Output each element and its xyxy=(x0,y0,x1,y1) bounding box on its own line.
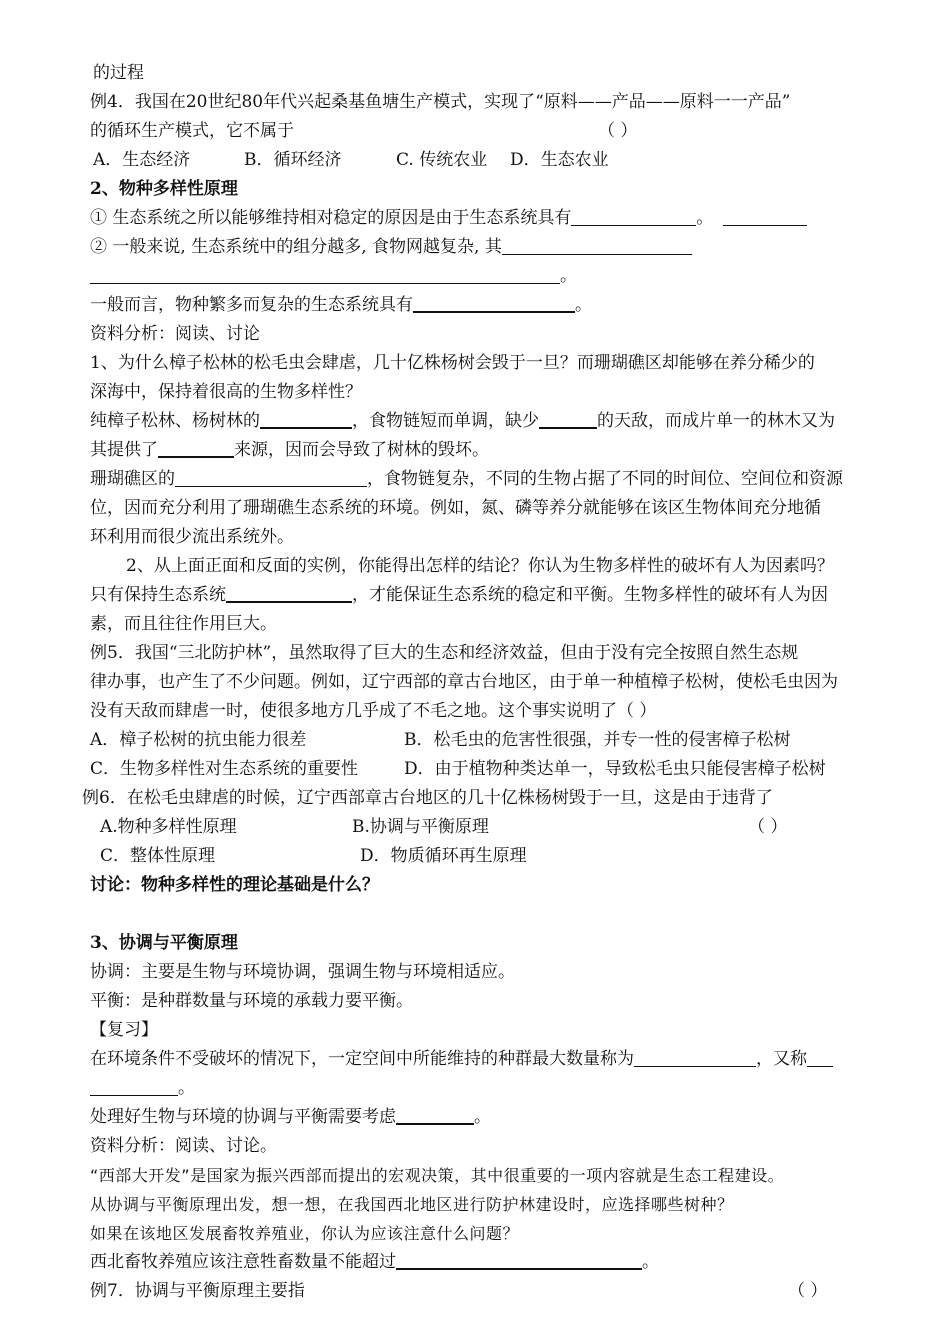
text: 协调：主要是生物与环境协调，强调生物与环境相适应。 xyxy=(90,962,515,982)
text-line xyxy=(90,697,656,726)
text-line xyxy=(90,262,577,291)
text-line xyxy=(90,436,489,465)
text: 1、为什么樟子松林的松毛虫会肆虐，几十亿株杨树会毁于一旦？而珊瑚礁区却能够在养分稀少的 xyxy=(90,353,815,373)
text-line xyxy=(90,523,294,552)
text: （ ） xyxy=(598,121,638,141)
text: A.物种多样性原理 xyxy=(100,817,237,837)
text-line xyxy=(90,1132,277,1161)
text: ② 一般来说, 生态系统中的组分越多, 食物网越复杂, 其 xyxy=(90,237,502,257)
text: （ ） xyxy=(788,1281,828,1301)
text: 从协调与平衡原理出发，想一想，在我国西北地区进行防护林建设时，应选择哪些树种？ xyxy=(90,1195,734,1214)
text: 只有保持生态系统 xyxy=(90,585,226,605)
text-line xyxy=(90,291,592,320)
blank xyxy=(571,207,696,226)
blank xyxy=(396,1105,474,1125)
text: B．循环经济 xyxy=(244,150,342,170)
text: 。 xyxy=(642,1252,659,1272)
text: D．生态农业 xyxy=(510,150,609,170)
text: 资料分析：阅读、讨论。 xyxy=(90,1136,277,1156)
text: ① 生态系统之所以能够维持相对稳定的原因是由于生态系统具有 xyxy=(90,208,572,228)
blank xyxy=(175,468,367,487)
option-d xyxy=(510,146,609,175)
text: B.协调与平衡原理 xyxy=(352,817,489,837)
example-4-question xyxy=(90,88,790,117)
text-line xyxy=(90,581,828,610)
option-a xyxy=(100,813,237,842)
text: “西部大开发”是国家为振兴西部而提出的宏观决策，其中很重要的一项内容就是生态工程建设。 xyxy=(90,1166,785,1185)
text: 资料分析：阅读、讨论 xyxy=(90,324,260,344)
text: 平衡：是种群数量与环境的承载力要平衡。 xyxy=(90,991,413,1011)
blank xyxy=(502,236,692,255)
text-line xyxy=(90,320,260,349)
text: 素，而且往往作用巨大。 xyxy=(90,614,277,634)
blank xyxy=(158,438,234,458)
text: D．物质循环再生原理 xyxy=(360,846,527,866)
text: 其提供了 xyxy=(90,440,158,460)
text: ，又称 xyxy=(756,1049,807,1069)
text-line xyxy=(90,407,835,436)
text: 的循环生产模式，它不属于 xyxy=(90,121,294,141)
review-heading xyxy=(90,1016,158,1045)
text: 环利用而很少流出系统外。 xyxy=(90,527,294,547)
text: 纯樟子松林、杨树林的 xyxy=(90,411,260,431)
text: 例7．协调与平衡原理主要指 xyxy=(90,1281,305,1301)
text: 。 xyxy=(696,208,714,228)
text-line xyxy=(90,610,277,639)
blank xyxy=(413,293,575,313)
text-line xyxy=(126,552,834,581)
blank xyxy=(226,583,352,603)
text: 。 xyxy=(474,1107,491,1127)
text-line xyxy=(90,987,413,1016)
text-line xyxy=(90,1103,491,1132)
text: 2、从上面正面和反面的实例，你能得出怎样的结论？你认为生物多样性的破坏有人为因素吗？ xyxy=(126,556,834,576)
option-b xyxy=(404,726,791,755)
text: 3、协调与平衡原理 xyxy=(90,933,238,953)
text: 讨论：物种多样性的理论基础是什么？ xyxy=(90,875,379,895)
text: 没有天敌而肆虐一时，使很多地方几乎成了不毛之地。这个事实说明了（ ） xyxy=(90,701,657,721)
text: 2、物种多样性原理 xyxy=(90,179,238,199)
text: 西北畜牧养殖应该注意牲畜数量不能超过 xyxy=(90,1252,396,1272)
example-6-question xyxy=(82,784,773,813)
option-c xyxy=(396,146,487,175)
option-b xyxy=(244,146,342,175)
text: B．松毛虫的危害性很强，并专一性的侵害樟子松树 xyxy=(404,730,791,750)
text: 律办事，也产生了不少问题。例如，辽宁西部的章古台地区，由于单一种植樟子松树，使松毛虫因为 xyxy=(90,672,838,692)
option-b xyxy=(352,813,489,842)
blank xyxy=(634,1048,756,1067)
text-line xyxy=(90,378,362,407)
text-line xyxy=(90,958,515,987)
text-line xyxy=(90,1248,659,1277)
option-d xyxy=(360,842,527,871)
section-heading-3 xyxy=(90,929,238,958)
option-a xyxy=(93,146,190,175)
text-line xyxy=(90,494,821,523)
text: 例5．我国“三北防护林”，虽然取得了巨大的生态和经济效益，但由于没有完全按照自然生态规 xyxy=(90,643,799,663)
text-line xyxy=(90,204,807,233)
text: 的过程 xyxy=(93,63,144,83)
text: ，才能保证生态系统的稳定和平衡。生物多样性的破坏有人为因 xyxy=(352,585,828,605)
text: 深海中，保持着很高的生物多样性？ xyxy=(90,382,362,402)
text: 位，因而充分利用了珊瑚礁生态系统的环境。例如，氮、磷等养分就能够在该区生物体间充分地循 xyxy=(90,498,821,518)
text: 例6．在松毛虫肆虐的时候，辽宁西部章古台地区的几十亿株杨树毁于一旦，这是由于违背了 xyxy=(82,788,773,808)
text: 处理好生物与环境的协调与平衡需要考虑 xyxy=(90,1107,396,1127)
text: ，食物链复杂，不同的生物占据了不同的时间位、空间位和资源 xyxy=(367,469,843,489)
answer-bracket xyxy=(598,117,637,146)
blank xyxy=(807,1048,833,1067)
option-c xyxy=(90,755,358,784)
example-4-question-cont xyxy=(90,117,294,146)
text: A．生态经济 xyxy=(93,150,191,170)
text: C. 传统农业 xyxy=(396,150,488,170)
blank xyxy=(90,1077,178,1096)
text: 例4．我国在20世纪80年代兴起桑基鱼塘生产模式，实现了“原料——产品——原料一一产品” xyxy=(90,92,791,112)
text-line xyxy=(90,1045,833,1074)
text: 在环境条件不受破坏的情况下，一定空间中所能维持的种群最大数量称为 xyxy=(90,1049,634,1069)
blank xyxy=(260,409,352,429)
text-line xyxy=(93,59,144,88)
text-line xyxy=(90,1190,734,1219)
section-heading-2 xyxy=(90,175,238,204)
text: 【复习】 xyxy=(90,1020,158,1040)
blank xyxy=(396,1250,642,1270)
text: 。 xyxy=(560,266,577,286)
option-d xyxy=(404,755,826,784)
text-line xyxy=(90,668,838,697)
text-line xyxy=(90,465,843,494)
text: 来源，因而会导致了树林的毁坏。 xyxy=(234,440,489,460)
answer-bracket xyxy=(788,1277,827,1306)
blank xyxy=(539,409,597,429)
text: 。 xyxy=(178,1078,195,1098)
text: C．生物多样性对生态系统的重要性 xyxy=(90,759,359,779)
text-line xyxy=(90,1219,519,1248)
text: 的天敌，而成片单一的林木又为 xyxy=(597,411,835,431)
text: C．整体性原理 xyxy=(100,846,216,866)
text-line xyxy=(90,233,692,262)
blank xyxy=(723,207,807,226)
text: 珊瑚礁区的 xyxy=(90,469,175,489)
text: A．樟子松树的抗虫能力很差 xyxy=(90,730,307,750)
text: 。 xyxy=(575,295,592,315)
text-line xyxy=(90,1074,195,1103)
text: 如果在该地区发展畜牧养殖业，你认为应该注意什么问题？ xyxy=(90,1224,520,1243)
text: （ ） xyxy=(748,817,788,837)
example-5-question xyxy=(90,639,798,668)
discussion-heading xyxy=(90,871,379,900)
answer-bracket xyxy=(748,813,787,842)
option-c xyxy=(100,842,215,871)
blank xyxy=(90,265,560,284)
text-line xyxy=(90,1161,784,1190)
option-a xyxy=(90,726,306,755)
text: 一般而言，物种繁多而复杂的生态系统具有 xyxy=(90,295,413,315)
text-line xyxy=(90,349,815,378)
text: ，食物链短而单调，缺少 xyxy=(352,411,539,431)
example-7-question xyxy=(90,1277,305,1306)
text: D．由于植物种类达单一，导致松毛虫只能侵害樟子松树 xyxy=(404,759,826,779)
